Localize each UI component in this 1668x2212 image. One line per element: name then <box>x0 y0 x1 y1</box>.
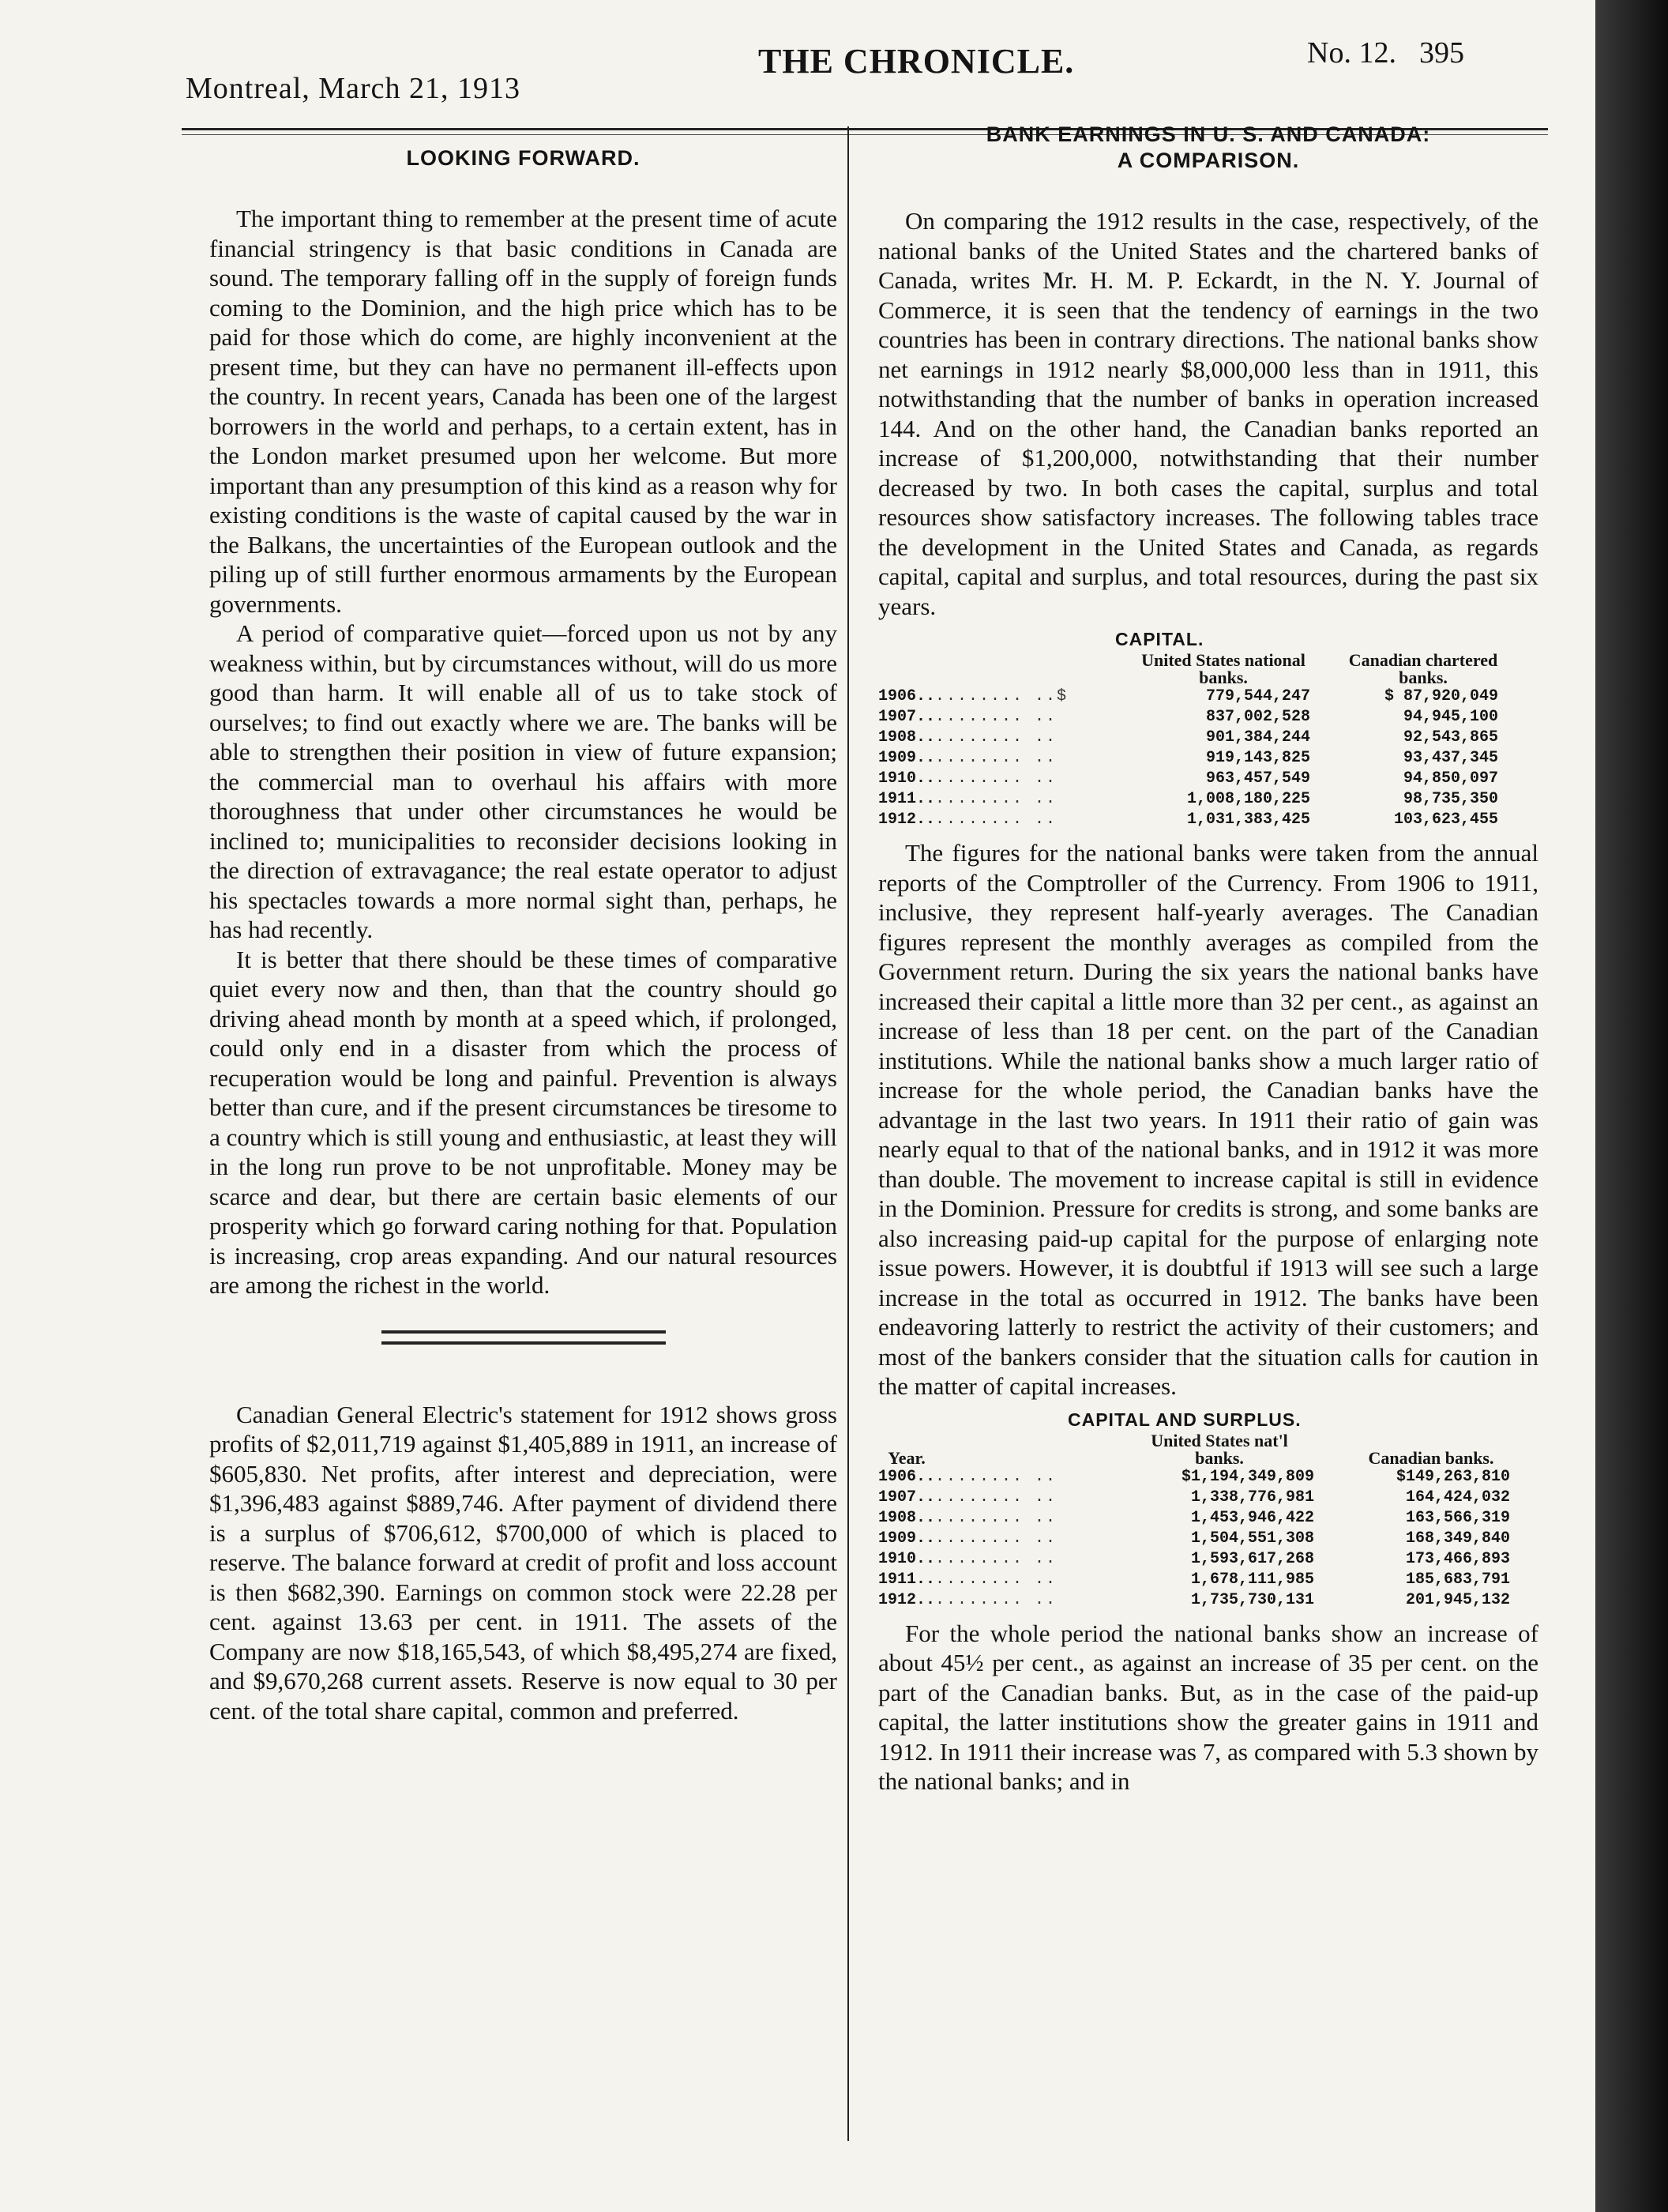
table-row <box>878 789 1498 810</box>
year-cell: 1910.. <box>878 769 936 788</box>
gap-cell <box>1314 1570 1352 1590</box>
surplus-col-ca: Canadian banks. <box>1368 1447 1494 1468</box>
surplus-col-us: United States nat'l banks. <box>1151 1430 1288 1468</box>
cge-paragraph: Canadian General Electric's statement for 1912 shows gross profits of $2,011,719 against $1,405,889 in 1911, an increase of $605,830. Net profits, after interest and depreciation, were $1,396,483 against $889,746. After payment of dividend there is a surplus of $706,612, $700,000 of which is placed to reserve. The balance forward at credit of profit and loss account is then $682,390. Earnings on common stock were 22.28 per cent. against 13.63 per cent. in 1911. The assets of the Company are now $18,165,543, of which $8,495,274 are fixed, and $9,670,268 current assets. Reserve is now equal to 30 per cent. of the total share capital, common and preferred. <box>209 1400 837 1725</box>
capital-table <box>878 629 1538 830</box>
gap-cell <box>1314 1549 1352 1570</box>
gap-cell <box>1310 707 1348 728</box>
ca-value-cell: 94,850,097 <box>1403 769 1499 788</box>
ca-value-cell: 168,349,840 <box>1405 1529 1511 1548</box>
gap-cell <box>1314 1590 1352 1611</box>
looking-forward-heading: LOOKING FORWARD. <box>406 146 641 170</box>
capital-surplus-table-grid <box>878 1432 1510 1611</box>
ca-value-cell: 164,424,032 <box>1405 1488 1511 1507</box>
ca-value-cell: 103,623,455 <box>1393 811 1499 829</box>
table-row <box>878 748 1498 769</box>
table-row <box>878 687 1498 707</box>
table-header-blank <box>935 1432 1125 1467</box>
gap-cell <box>1314 1467 1352 1488</box>
leader-dots: ........ .. <box>935 811 1058 829</box>
ca-value-cell: 92,543,865 <box>1403 728 1499 747</box>
section-separator <box>381 1330 666 1345</box>
article-paragraph: On comparing the 1912 results in the case, respectively, of the national banks of the United States and the chartered banks of Canada, writes Mr. H. M. P. Eckardt, in the N. Y. Journal of Commerce, it is seen that the tendency of earnings in the two countries has been in contrary directions. The national banks show net earnings in 1912 nearly $8,000,000 less than in 1911, this notwithstanding that the number of banks in operation increased 144. And on the other hand, the Canadian banks reported an increase of $1,200,000, notwithstanding that their number decreased by two. In both cases the capital, surplus and total resources show satisfactory increases. The following tables trace the development in the United States and Canada, as regards capital, capital and surplus, and total resources, during the past six years. <box>878 207 1538 620</box>
table-row <box>878 1549 1510 1570</box>
us-value-cell: 1,453,946,422 <box>1190 1508 1315 1527</box>
header-date: Montreal, March 21, 1913 <box>186 72 520 105</box>
gap-cell <box>1310 728 1348 748</box>
table-row <box>878 1570 1510 1590</box>
year-cell: 1911.. <box>878 1570 936 1589</box>
article-paragraph: For the whole period the national banks show an increase of about 45½ per cent., as against an increase of 35 per cent. on the part of the Canadian banks. But, as in the case of the paid-up capital, the latter institutions show the greater gains in 1911 and 1912. In 1911 their increase was 7, as compared with 5.3 shown by the national banks; and in <box>878 1619 1538 1795</box>
table-row <box>878 1508 1510 1529</box>
leader-dots: ........ .. <box>935 708 1058 726</box>
page-edge-shadow <box>1595 0 1668 2212</box>
us-value-cell: 963,457,549 <box>1205 769 1311 788</box>
year-cell: 1912.. <box>878 811 936 829</box>
leader-dots: ........ .. <box>935 1508 1058 1527</box>
year-cell: 1908.. <box>878 728 936 747</box>
us-value-cell: 837,002,528 <box>1205 708 1311 726</box>
us-value-cell: 1,504,551,308 <box>1190 1529 1315 1548</box>
year-cell: 1907.. <box>878 708 936 726</box>
table-row <box>878 769 1498 789</box>
left-column <box>209 146 837 1725</box>
table-row <box>878 1467 1510 1488</box>
table-row <box>878 810 1498 830</box>
column-divider <box>847 126 849 2141</box>
capital-table-grid <box>878 652 1498 830</box>
leader-dots: ........ .. <box>935 1570 1058 1589</box>
leader-dots: ........ .. <box>935 749 1058 767</box>
table-header-blank <box>1314 1432 1352 1467</box>
gap-cell <box>1314 1529 1352 1549</box>
gap-cell <box>1314 1488 1352 1508</box>
ca-value-cell: 163,566,319 <box>1405 1508 1511 1527</box>
leader-dots: ........ ..$ <box>935 687 1069 705</box>
ca-value-cell: 185,683,791 <box>1405 1570 1511 1589</box>
us-value-cell: 1,593,617,268 <box>1190 1549 1315 1568</box>
us-value-cell: 1,735,730,131 <box>1190 1590 1315 1609</box>
bank-earnings-heading: BANK EARNINGS IN U. S. AND CANADA: <box>986 122 1431 146</box>
ca-value-cell: 93,437,345 <box>1403 749 1499 767</box>
table-row <box>878 1529 1510 1549</box>
year-cell: 1911.. <box>878 790 936 808</box>
leader-dots: ........ .. <box>935 1467 1058 1486</box>
header-page-number: 395 <box>1419 36 1464 70</box>
capital-col-us: United States national banks. <box>1141 650 1305 687</box>
leader-dots: ........ .. <box>935 790 1058 808</box>
col-year-header: Year. <box>888 1447 926 1468</box>
table-header-blank <box>935 652 1136 687</box>
table-row <box>878 728 1498 748</box>
article-paragraph: The important thing to remember at the present time of acute financial stringency is that basic conditions in Canada are sound. The temporary falling off in the supply of foreign funds coming to the Dominion, and the high price which has to be paid for those which do come, are highly inconvenient at the present time, but they can have no permanent ill-effects upon the country. In recent years, Canada has been one of the largest borrowers in the world and perhaps, to a certain extent, has in the London market presumed upon her welcome. But more important than any presumption of this kind as a reason why for existing conditions is the waste of capital caused by the war in the Balkans, the uncertainties of the European outlook and the piling up of still further enormous armaments by the European governments. <box>209 205 837 618</box>
leader-dots: ........ .. <box>935 769 1058 788</box>
capital-col-ca: Canadian chartered banks. <box>1348 650 1498 687</box>
ca-value-cell: $ 87,920,049 <box>1384 687 1499 705</box>
leader-dots: ........ .. <box>935 1549 1058 1568</box>
us-value-cell: 1,338,776,981 <box>1190 1488 1315 1507</box>
table-header-blank <box>1310 652 1348 687</box>
leader-dots: ........ .. <box>935 728 1058 747</box>
article-paragraph: It is better that there should be these times of comparative quiet every now and then, than that the country should go driving ahead month by month at a speed which, if prolonged, could only end in a disaster from which the process of recuperation would be long and painful. Prevention is always better than cure, and if the present circumstances be tiresome to a country which is still young and enthusiastic, at least they will in the long run prove to be not unprofitable. Money may be scarce and dear, but there are certain basic elements of our prosperity which go forward caring nothing for that. Population is increasing, crop areas expanding. And our natural resources are among the richest in the world. <box>209 945 837 1299</box>
us-value-cell: $1,194,349,809 <box>1181 1467 1315 1486</box>
gap-cell <box>1310 769 1348 789</box>
year-cell: 1910.. <box>878 1549 936 1568</box>
us-value-cell: 919,143,825 <box>1205 749 1311 767</box>
us-value-cell: 1,008,180,225 <box>1186 790 1311 808</box>
bank-earnings-subheading: A COMPARISON. <box>1117 149 1300 172</box>
capital-table-title: CAPITAL. <box>1115 629 1204 649</box>
year-cell: 1909.. <box>878 749 936 767</box>
year-cell: 1906.. <box>878 687 936 705</box>
article-paragraph: A period of comparative quiet—forced upon us not by any weakness within, but by circumstances without, will do us more good than harm. It will enable all of us to take stock of ourselves; to find out exactly where we are. The banks will be able to strengthen their position in view of future expansion; the commercial man to overhaul his affairs with more thoroughness that under other circumstances he would be inclined to; municipalities to reconsider decisions looking in the direction of extravagance; the real estate operator to adjust his spectacles towards a more normal sight than, perhaps, he has had recently. <box>209 619 837 943</box>
leader-dots: ........ .. <box>935 1590 1058 1609</box>
article-paragraph: The figures for the national banks were taken from the annual reports of the Comptroller of the Currency. From 1906 to 1911, inclusive, they represent half-yearly averages. The Canadian figures represent the monthly averages as compiled from the Government return. During the six years the national banks have increased their capital a little more than 32 per cent., as against an increase of less than 18 per cent. on the part of the Canadian institutions. While the national banks show a much larger ratio of increase for the whole period, the Canadian banks have the advantage in the last two years. In 1911 their ratio of gain was nearly equal to that of the national banks, and in 1912 it was more than double. The movement to increase capital is still in evidence in the Dominion. Pressure for credits is strong, and some banks are also increasing paid-up capital for the purpose of enlarging note issue powers. However, it is doubtful if 1913 will see such a large increase in the total as occurred in 1912. The banks have been endeavoring latterly to restrict the activity of their customers; and most of the bankers consider that the situation calls for caution in the matter of capital increases. <box>878 839 1538 1400</box>
table-row <box>878 1590 1510 1611</box>
year-cell: 1908.. <box>878 1508 936 1527</box>
gap-cell <box>1310 748 1348 769</box>
year-cell: 1912.. <box>878 1590 936 1609</box>
year-cell: 1909.. <box>878 1529 936 1548</box>
us-value-cell: 901,384,244 <box>1205 728 1311 747</box>
table-row <box>878 1488 1510 1508</box>
header-issue: No. 12. <box>1307 36 1396 70</box>
table-header-blank <box>878 652 935 687</box>
ca-value-cell: 173,466,893 <box>1405 1549 1511 1568</box>
capital-surplus-table <box>878 1409 1538 1611</box>
right-column <box>878 122 1538 1796</box>
ca-value-cell: 94,945,100 <box>1403 708 1499 726</box>
leader-dots: ........ .. <box>935 1488 1058 1507</box>
gap-cell <box>1310 687 1348 707</box>
us-value-cell: 779,544,247 <box>1205 687 1311 705</box>
capital-surplus-table-title: CAPITAL AND SURPLUS. <box>1068 1409 1302 1430</box>
us-value-cell: 1,678,111,985 <box>1190 1570 1315 1589</box>
leader-dots: ........ .. <box>935 1529 1058 1548</box>
table-row <box>878 707 1498 728</box>
ca-value-cell: 98,735,350 <box>1403 790 1499 808</box>
ca-value-cell: $149,263,810 <box>1396 1467 1511 1486</box>
us-value-cell: 1,031,383,425 <box>1186 811 1311 829</box>
header-title: THE CHRONICLE. <box>758 42 1075 81</box>
gap-cell <box>1314 1508 1352 1529</box>
year-cell: 1907.. <box>878 1488 936 1507</box>
gap-cell <box>1310 810 1348 830</box>
gap-cell <box>1310 789 1348 810</box>
ca-value-cell: 201,945,132 <box>1405 1590 1511 1609</box>
year-cell: 1906.. <box>878 1467 936 1486</box>
